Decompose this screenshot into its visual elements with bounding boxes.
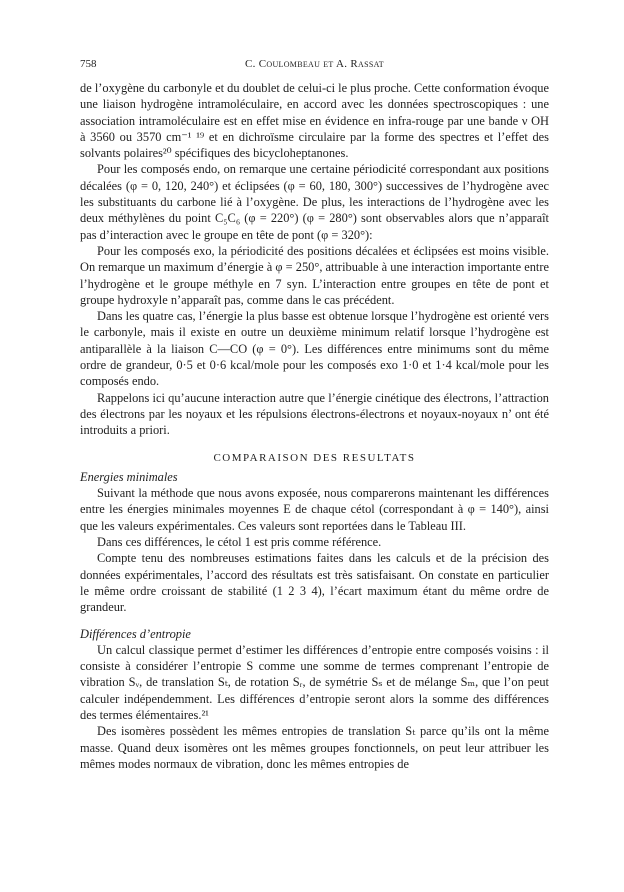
spacer xyxy=(80,616,549,626)
page-number: 758 xyxy=(80,58,97,70)
paragraph: Des isomères possèdent les mêmes entropies de translation Sₜ parce qu’ils ont la même masse. Quand deux isomères ont les mêmes groupes fonctionnels, on peut leur attribuer les mêmes modes normaux de vibration, donc les mêmes entropies de xyxy=(80,724,549,771)
subsection-title: Différences d’entropie xyxy=(80,626,191,641)
paragraph: Pour les composés exo, la périodicité des positions décalées et éclipsées est moins visible. On remarque un maximum d’énergie à φ = 250°, attribuable à une interaction importante entre l’hydrogène et le groupe méthyle en 7 syn. L’interaction entre groupes en tête de pont et groupe hydroxyle n’apparaît pas, comme dans le cas précédent. xyxy=(80,243,549,307)
paragraph: Dans ces différences, le cétol 1 est pris comme référence. xyxy=(97,535,382,550)
paragraph: Rappelons ici qu’aucune interaction autre que l’énergie cinétique des électrons, l’attraction des électrons par les noyaux et les répulsions électrons-électrons et noyaux-noyaux n’ ont été introduits a priori. xyxy=(80,390,549,438)
paragraph: Dans les quatre cas, l’énergie la plus basse est obtenue lorsque l’hydrogène est orienté vers le carbonyle, mais il existe en outre un deuxième minimum relatif lorsque l’hydrogène est antiparallèle à la liaison C—CO (φ = 0°). Les différences entre minimums sont du même ordre de grandeur, 0·5 et 0·6 kcal/mole pour les composés exo 1·0 et 1·4 kcal/mole pour les composés endo. xyxy=(80,309,549,389)
subsection-title: Energies minimales xyxy=(80,469,178,484)
section-title: COMPARAISON DES RESULTATS xyxy=(213,451,416,464)
paragraph: Pour les composés endo, on remarque une certaine périodicité correspondant aux positions décalées (φ = 0, 120, 240°) et éclipsées (φ = 60, 180, 300°) successives de l’hydrogène avec les substituants du carbone lié à l’oxygène. De plus, les interactions de l’hydrogène avec les deux méthylènes du point C₅C₆ (φ = 220°) (φ = 280°) sont observables alors que n’apparaît pas d’interaction avec le groupe en tête de pont (φ = 320°): xyxy=(80,162,549,242)
paragraph: Compte tenu des nombreuses estimations faites dans les calculs et de la précision des données expérimentales, l’accord des résultats est très satisfaisant. On constate en particulier le même ordre croissant de stabilité (1 2 3 4), l’écart maximum étant du même ordre de grandeur. xyxy=(80,551,549,615)
article-body xyxy=(80,80,549,772)
running-header xyxy=(80,56,549,72)
paragraph: Suivant la méthode que nous avons exposée, nous comparerons maintenant les différences entre les énergies minimales moyennes E de chaque cétol (correspondant à φ = 140°), ainsi que les valeurs expérimentales. Ces valeurs sont reportées dans le Tableau III. xyxy=(80,486,549,533)
running-authors: C. Coulombeau et A. Rassat xyxy=(245,58,384,70)
paragraph: Un calcul classique permet d’estimer les différences d’entropie entre composés voisins : il consiste à considérer l’entropie S comme une somme de termes comprenant l’entropie de vibration Sᵥ, de translation Sₜ, de rotation Sᵣ, de symétrie Sₛ et de mélange Sₘ, que l’on peut calculer indépendemment. Les différences d’entropie seront alors la somme des différences des termes élémentaires.²¹ xyxy=(80,642,549,722)
paragraph: de l’oxygène du carbonyle et du doublet de celui-ci le plus proche. Cette conformation évoque une liaison hydrogène intramoléculaire, en accord avec les données spectroscopiques : une association intramoléculaire est en effet mise en évidence en infra-rouge par une bande ν OH à 3560 ou 3570 cm⁻¹ ¹⁹ et en dichroïsme circulaire par la forme des spectres et l’effet des solvants polaires²⁰ spécifiques des bicycloheptanones. xyxy=(80,81,549,161)
